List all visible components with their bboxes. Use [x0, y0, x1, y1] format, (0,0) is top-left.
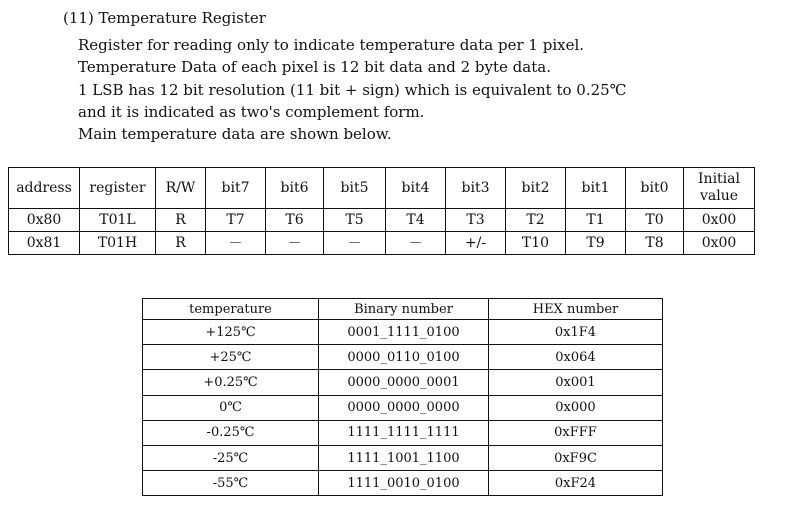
table-cell: 0000_0000_0001 — [319, 370, 489, 395]
table-cell: 0x81 — [9, 232, 80, 255]
header-initial-value: Initial value — [684, 168, 755, 209]
table-row — [143, 320, 663, 345]
table-cell: 0xF24 — [489, 471, 663, 496]
table-cell: 0000_0110_0100 — [319, 345, 489, 370]
section-description — [78, 34, 626, 145]
table-row — [143, 395, 663, 420]
table-cell: T01H — [80, 232, 156, 255]
table-cell: 0x001 — [489, 370, 663, 395]
table-cell: 0000_0000_0000 — [319, 395, 489, 420]
header-bit3: bit3 — [446, 168, 506, 209]
header-bit4: bit4 — [386, 168, 446, 209]
header-temperature: temperature — [143, 299, 319, 320]
table-cell: R — [156, 232, 206, 255]
table-cell: 1111_1111_1111 — [319, 420, 489, 445]
table-cell: -55℃ — [143, 471, 319, 496]
table-cell: － — [324, 232, 386, 255]
header-rw: R/W — [156, 168, 206, 209]
table-row — [143, 370, 663, 395]
header-bit7: bit7 — [206, 168, 266, 209]
header-register: register — [80, 168, 156, 209]
description-line: Temperature Data of each pixel is 12 bit data and 2 byte data. — [78, 58, 551, 77]
table-cell: +25℃ — [143, 345, 319, 370]
table-cell: +125℃ — [143, 320, 319, 345]
description-line: and it is indicated as two's complement form. — [78, 102, 425, 121]
table-cell: T2 — [506, 209, 566, 232]
description-line: Main temperature data are shown below. — [78, 125, 392, 144]
header-bit6: bit6 — [266, 168, 324, 209]
header-bit2: bit2 — [506, 168, 566, 209]
table-cell: 0xF9C — [489, 445, 663, 470]
section-heading: (11) Temperature Register — [63, 9, 266, 27]
table-cell: +/- — [446, 232, 506, 255]
table-cell: 0x00 — [684, 209, 755, 232]
header-bit0: bit0 — [626, 168, 684, 209]
table-cell: 0x80 — [9, 209, 80, 232]
table-cell: T6 — [266, 209, 324, 232]
table-cell: T0 — [626, 209, 684, 232]
table-cell: -25℃ — [143, 445, 319, 470]
table-cell: 0xFFF — [489, 420, 663, 445]
header-address: address — [9, 168, 80, 209]
table-cell: 0℃ — [143, 395, 319, 420]
header-binary-number: Binary number — [319, 299, 489, 320]
table-row — [9, 209, 755, 232]
table-row — [143, 420, 663, 445]
table-row — [9, 232, 755, 255]
temperature-table — [142, 298, 663, 496]
table-cell: +0.25℃ — [143, 370, 319, 395]
table-cell: T9 — [566, 232, 626, 255]
table-cell: 1111_0010_0100 — [319, 471, 489, 496]
table-cell: 0x000 — [489, 395, 663, 420]
table-row — [143, 345, 663, 370]
header-bit1: bit1 — [566, 168, 626, 209]
table-cell: T8 — [626, 232, 684, 255]
description-line: Register for reading only to indicate temperature data per 1 pixel. — [78, 36, 585, 54]
table-cell: T01L — [80, 209, 156, 232]
table-cell: T5 — [324, 209, 386, 232]
table-cell: － — [206, 232, 266, 255]
register-table — [8, 167, 755, 255]
temperature-header-row — [143, 299, 663, 320]
table-cell: － — [386, 232, 446, 255]
table-cell: -0.25℃ — [143, 420, 319, 445]
header-bit5: bit5 — [324, 168, 386, 209]
header-hex-number: HEX number — [489, 299, 663, 320]
description-line: 1 LSB has 12 bit resolution (11 bit + sign) which is equivalent to 0.25℃ — [78, 80, 627, 99]
table-cell: － — [266, 232, 324, 255]
table-cell: 0x00 — [684, 232, 755, 255]
table-cell: 0x1F4 — [489, 320, 663, 345]
table-cell: R — [156, 209, 206, 232]
table-cell: T10 — [506, 232, 566, 255]
table-cell: 0x064 — [489, 345, 663, 370]
table-cell: T7 — [206, 209, 266, 232]
table-cell: 0001_1111_0100 — [319, 320, 489, 345]
table-cell: T1 — [566, 209, 626, 232]
table-cell: T3 — [446, 209, 506, 232]
register-header-row — [9, 168, 755, 209]
table-cell: 1111_1001_1100 — [319, 445, 489, 470]
table-row — [143, 445, 663, 470]
table-cell: T4 — [386, 209, 446, 232]
table-row — [143, 471, 663, 496]
